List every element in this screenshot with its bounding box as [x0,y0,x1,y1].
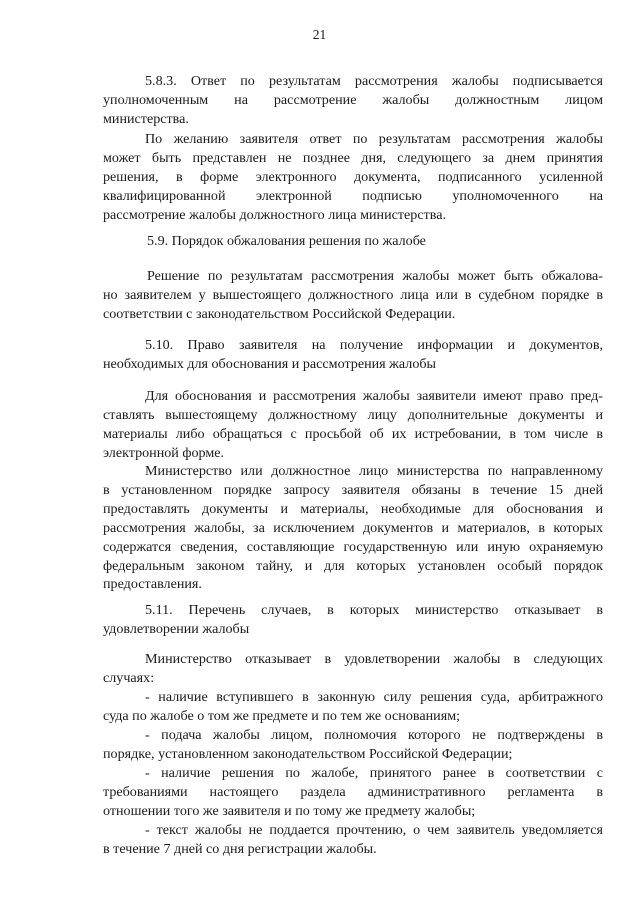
text-line: отношении того же заявителя и по тому же предмету жалобы; [103,802,476,819]
page-number: 21 [312,27,327,42]
list-item-prior-decision [103,764,603,821]
text-line: ставлять вышестоящему должностному лицу дополнительные документы и [103,406,603,423]
text-line: предоставлять документы и материалы, необходимые для обоснования и [103,500,603,517]
text-line: решения, в форме электронного документа, подписанного усиленной [103,168,603,185]
text-line: случаях: [103,669,155,686]
paragraph-additional-documents [103,387,603,463]
text-line: порядке, установленном законодательством Российской Федерации; [103,745,513,762]
text-line: По желанию заявителя ответ по результатам рассмотрения жалобы [145,131,603,147]
list-item-unreadable-text [103,821,603,859]
text-line: Для обоснования и рассмотрения жалобы заявители имеют право пред- [145,388,603,404]
text-line: уполномоченным на рассмотрение жалобы должностным лицом [103,91,603,108]
text-line: министерства. [103,110,189,127]
text-line: - подача жалобы лицом, полномочия которого не подтверждены в [145,727,603,743]
text-line: федеральным законом тайну, и для которых установлен особый порядок [103,557,603,574]
text-line: необходимых для обоснования и рассмотрения жалобы [103,355,437,372]
text-line: электронной форме. [103,444,225,461]
text-line: 5.9. Порядок обжалования решения по жалобе [147,233,426,249]
text-line: - текст жалобы не поддается прочтению, о чем заявитель уведомляется [145,822,603,838]
heading-5-11 [103,601,603,639]
text-line: предоставления. [103,576,202,593]
text-line: - наличие вступившего в законную силу решения суда, арбитражного [145,689,603,705]
heading-5-9 [147,232,603,251]
text-line: но заявителем у вышестоящего должностного лица или в судебном порядке в [103,286,603,303]
text-line: - наличие решения по жалобе, принятого ранее в соответствии с [145,765,603,781]
paragraph-electronic-answer [103,130,603,225]
text-line: суда по жалобе о том же предмете и по тем же основаниям; [103,707,461,724]
text-line: требованиями настоящего раздела административного регламента в [103,783,603,800]
text-line: 5.8.3. Ответ по результатам рассмотрения жалобы подписывается [145,73,603,89]
text-line: материалы либо обращаться с просьбой об их истребовании, в том числе в [103,425,603,442]
text-line: Министерство отказывает в удовлетворении жалобы в следующих [145,651,603,667]
text-line: рассмотрения жалобы, за исключением документов и материалов, в которых [103,519,603,536]
list-item-unconfirmed-authority [103,726,603,764]
text-line: рассмотрение жалобы должностного лица министерства. [103,206,447,223]
heading-5-10 [103,336,603,374]
text-line: соответствии с законодательством Российской Федерации. [103,305,456,322]
paragraph-appeal-decision [103,267,603,324]
text-line: в установленном порядке запросу заявителя обязаны в течение 15 дней [103,481,603,498]
paragraph-5-8-3 [103,72,603,129]
paragraph-ministry-obligations [103,462,603,594]
text-line: удовлетворении жалобы [103,620,250,637]
text-line: Решение по результатам рассмотрения жалобы может быть обжалова- [147,268,603,284]
text-line: квалифицированной электронной подписью уполномоченного на [103,187,603,204]
text-line: содержатся сведения, составляющие государственную или иную охраняемую [103,538,603,555]
text-line: 5.11. Перечень случаев, в которых министерство отказывает в [145,602,603,618]
list-item-court-decision [103,688,603,726]
paragraph-refusal-cases [103,650,603,688]
text-line: может быть представлен не позднее дня, следующего за днем принятия [103,149,603,166]
text-line: в течение 7 дней со дня регистрации жалобы. [103,840,377,857]
text-line: 5.10. Право заявителя на получение информации и документов, [145,337,603,353]
text-line: Министерство или должностное лицо министерства по направленному [145,463,603,479]
